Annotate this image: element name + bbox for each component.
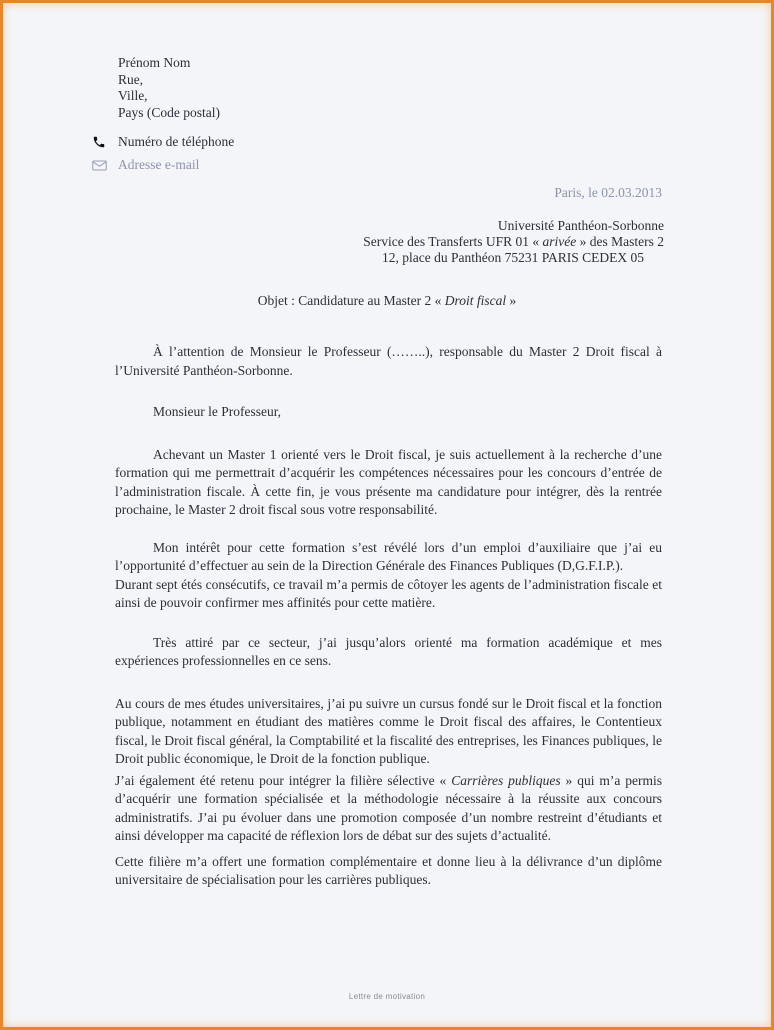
- email-link[interactable]: Adresse e-mail: [118, 157, 200, 172]
- recipient-service: Service des Transferts UFR 01 « arivée » des Masters 2: [363, 234, 664, 249]
- phone-icon: [91, 135, 107, 149]
- phone-label: Numéro de téléphone: [118, 134, 235, 149]
- sender-city: Ville,: [118, 88, 148, 103]
- dateline: Paris, le 02.03.2013: [554, 185, 662, 200]
- recipient-university: Université Panthéon-Sorbonne: [497, 218, 664, 233]
- paragraph-diplome: Cette filière m’a offert une formation complémentaire et donne lieu à la délivrance d’un diplôme universitaire de spécialisation pour les carrières publiques.: [115, 853, 662, 887]
- filiere-italic: Carrières publiques: [451, 772, 561, 788]
- paragraph-interest: Mon intérêt pour cette formation s’est révélé lors d’un emploi d’auxiliaire que j’ai eu l’opportunité d’effectuer au sein de la Direction Générale des Finances Publiques (D,G.F.I.P.). Durant sept étés consécutifs, ce travail m’a permis de côtoyer les agents de l’administration fiscale et ainsi de pouvoir confirmer mes affinités pour cette matière.: [115, 539, 662, 610]
- envelope-icon: [91, 158, 107, 172]
- paragraph-attention: À l’attention de Monsieur le Professeur (……..), responsable du Master 2 Droit fiscal à l’Université Panthéon-Sorbonne.: [115, 344, 662, 378]
- paragraph-salutation: Monsieur le Professeur,: [153, 404, 282, 419]
- subject-line: Objet : Candidature au Master 2 « Droit fiscal »: [257, 293, 517, 308]
- sender-street: Rue,: [118, 71, 144, 87]
- sender-country: Pays (Code postal): [118, 104, 220, 120]
- paragraph-intro: Achevant un Master 1 orienté vers le Droit fiscal, je suis actuellement à la recherche d’une formation qui me permettrait d’acquérir les compétences nécessaires pour les concours d’entrée de l’administration fiscale. À cette fin, je vous présente ma candidature pour intégrer, dès la rentrée prochaine, le Master 2 droit fiscal sous votre responsabilité.: [115, 446, 662, 517]
- recipient-service-italic: arivée: [542, 234, 577, 249]
- paragraph-attracted: Très attiré par ce secteur, j’ai jusqu’alors orienté ma formation académique et mes expériences professionnelles en ce sens.: [115, 634, 662, 668]
- email-row: [91, 157, 771, 173]
- sender-block: [118, 55, 771, 121]
- paragraph-filiere: J’ai également été retenu pour intégrer la filière sélective « Carrières publiques » qui m’a permis d’acquérir une formation spécialisée et la méthodologie nécessaire à la réussite aux concours administratifs. J’ai pu évoluer dans une promotion composée d’un nombre restreint d’étudiants et ainsi développer ma capacité de réflexion lors de débat sur des sujets d’actualité.: [115, 772, 663, 843]
- recipient-address: 12, place du Panthéon 75231 PARIS CEDEX 05: [382, 250, 644, 265]
- footer-caption: Lettre de motivation: [348, 992, 426, 1001]
- letter-body: [115, 343, 662, 890]
- recipient-block: [3, 218, 771, 266]
- phone-row: [91, 134, 771, 150]
- sender-name: Prénom Nom: [118, 55, 191, 70]
- paragraph-studies: Au cours de mes études universitaires, j’ai pu suivre un cursus fondé sur le Droit fiscal et la fonction publique, notamment en étudiant des matières comme le Droit fiscal des affaires, le Contentieux fiscal, le Droit fiscal général, la Comptabilité et la fiscalité des entreprises, les Finances publiques, le Droit public économique, le Droit de la fonction publique.: [115, 695, 662, 766]
- subject-italic: Droit fiscal: [444, 293, 507, 308]
